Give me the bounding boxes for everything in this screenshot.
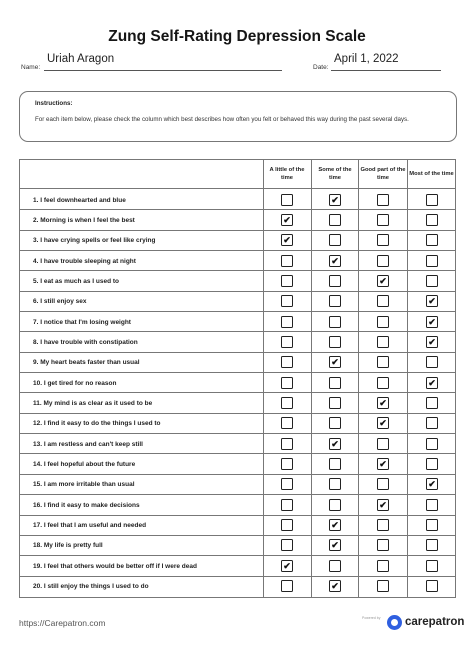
rating-checkbox[interactable]: ✔ (329, 519, 341, 531)
rating-checkbox[interactable] (377, 438, 389, 450)
date-label: Date: (313, 64, 329, 71)
question-text: 16. I find it easy to make decisions (33, 501, 140, 509)
table-row (20, 373, 455, 393)
question-text: 1. I feel downhearted and blue (33, 196, 126, 204)
rating-checkbox[interactable]: ✔ (426, 377, 438, 389)
question-text: 5. I eat as much as I used to (33, 277, 119, 285)
rating-checkbox[interactable] (281, 458, 293, 470)
table-row (20, 190, 455, 210)
rating-checkbox[interactable]: ✔ (329, 580, 341, 592)
question-text: 15. I am more irritable than usual (33, 481, 135, 489)
rating-checkbox[interactable] (329, 214, 341, 226)
rating-checkbox[interactable]: ✔ (329, 194, 341, 206)
table-row (20, 292, 455, 312)
rating-checkbox[interactable]: ✔ (329, 356, 341, 368)
question-text: 20. I still enjoy the things I used to do (33, 583, 149, 591)
rating-checkbox[interactable] (426, 255, 438, 267)
table-row (20, 516, 455, 536)
rating-checkbox[interactable] (329, 478, 341, 490)
carepatron-link[interactable]: https://Carepatron.com (19, 618, 106, 628)
instructions-box (19, 91, 457, 142)
question-text: 4. I have trouble sleeping at night (33, 257, 136, 265)
rating-checkbox[interactable] (426, 194, 438, 206)
rating-checkbox[interactable] (329, 234, 341, 246)
rating-checkbox[interactable]: ✔ (377, 417, 389, 429)
rating-checkbox[interactable] (426, 417, 438, 429)
question-text: 18. My life is pretty full (33, 542, 103, 550)
rating-checkbox[interactable] (377, 214, 389, 226)
question-text: 11. My mind is as clear as it used to be (33, 400, 153, 407)
rating-checkbox[interactable] (377, 316, 389, 328)
rating-checkbox[interactable] (281, 417, 293, 429)
column-header: Most of the time (409, 170, 454, 177)
table-row (20, 353, 455, 373)
rating-checkbox[interactable] (426, 519, 438, 531)
rating-checkbox[interactable] (329, 560, 341, 572)
rating-checkbox[interactable] (329, 316, 341, 328)
table-row (20, 455, 455, 475)
table-row (20, 475, 455, 495)
column-divider (358, 160, 359, 597)
question-text: 10. I get tired for no reason (33, 379, 117, 387)
rating-checkbox[interactable] (377, 478, 389, 490)
question-text: 13. I am restless and can't keep still (33, 440, 143, 448)
table-row (20, 231, 455, 251)
rating-checkbox[interactable]: ✔ (329, 438, 341, 450)
rating-checkbox[interactable] (377, 336, 389, 348)
column-header: Some of the time (318, 166, 352, 181)
question-text: 2. Morning is when I feel the best (33, 216, 135, 224)
rating-checkbox[interactable] (377, 234, 389, 246)
table-header (20, 160, 455, 189)
date-field-line (331, 70, 441, 71)
table-row (20, 332, 455, 352)
rating-checkbox[interactable] (281, 519, 293, 531)
rating-checkbox[interactable] (377, 356, 389, 368)
rating-checkbox[interactable]: ✔ (377, 275, 389, 287)
rating-checkbox[interactable] (426, 214, 438, 226)
rating-checkbox[interactable] (329, 499, 341, 511)
rating-checkbox[interactable] (281, 194, 293, 206)
rating-checkbox[interactable] (426, 580, 438, 592)
rating-checkbox[interactable]: ✔ (281, 214, 293, 226)
rating-checkbox[interactable]: ✔ (377, 397, 389, 409)
question-text: 9. My heart beats faster than usual (33, 359, 140, 367)
name-field-line (44, 70, 282, 71)
rating-checkbox[interactable]: ✔ (426, 295, 438, 307)
rating-checkbox[interactable]: ✔ (281, 560, 293, 572)
table-row (20, 312, 455, 332)
rating-checkbox[interactable] (377, 560, 389, 572)
question-text: 7. I notice that I'm losing weight (33, 318, 131, 326)
rating-checkbox[interactable]: ✔ (426, 316, 438, 328)
rating-checkbox[interactable] (329, 275, 341, 287)
rating-checkbox[interactable]: ✔ (329, 539, 341, 551)
rating-checkbox[interactable] (281, 316, 293, 328)
rating-checkbox[interactable]: ✔ (426, 336, 438, 348)
rating-checkbox[interactable] (329, 417, 341, 429)
column-divider (311, 160, 312, 597)
table-row (20, 414, 455, 434)
column-header: Good part of the time (360, 166, 406, 181)
rating-checkbox[interactable] (281, 539, 293, 551)
column-header: A little of the time (269, 166, 305, 181)
rating-checkbox[interactable] (377, 539, 389, 551)
table-row (20, 495, 455, 515)
question-text: 3. I have crying spells or feel like crying (33, 237, 156, 245)
date-value[interactable]: April 1, 2022 (334, 53, 399, 65)
question-text: 12. I find it easy to do the things I used to (33, 420, 161, 428)
carepatron-logo-icon (387, 615, 402, 630)
rating-checkbox[interactable] (281, 275, 293, 287)
rating-checkbox[interactable] (426, 560, 438, 572)
rating-checkbox[interactable] (281, 356, 293, 368)
rating-checkbox[interactable] (426, 438, 438, 450)
column-divider (407, 160, 408, 597)
rating-checkbox[interactable] (377, 194, 389, 206)
carepatron-brand[interactable] (387, 614, 464, 630)
question-text: 14. I feel hopeful about the future (33, 461, 136, 469)
rating-table (19, 159, 456, 598)
rating-checkbox[interactable] (426, 356, 438, 368)
page-title: Zung Self-Rating Depression Scale (108, 28, 366, 45)
column-divider (263, 160, 264, 597)
table-row (20, 536, 455, 556)
brand-name: carepatron (405, 616, 465, 628)
table-row (20, 577, 455, 597)
rating-checkbox[interactable] (426, 397, 438, 409)
rating-checkbox[interactable]: ✔ (329, 255, 341, 267)
rating-checkbox[interactable] (281, 438, 293, 450)
rating-checkbox[interactable] (377, 580, 389, 592)
rating-checkbox[interactable] (329, 377, 341, 389)
rating-checkbox[interactable] (377, 255, 389, 267)
rating-checkbox[interactable] (281, 397, 293, 409)
table-row (20, 556, 455, 576)
instructions-title: Instructions: (35, 100, 73, 107)
rating-checkbox[interactable] (426, 275, 438, 287)
rating-checkbox[interactable] (377, 377, 389, 389)
name-label: Name: (21, 64, 41, 71)
question-text: 19. I feel that others would be better off if I were dead (33, 562, 197, 570)
rating-checkbox[interactable]: ✔ (377, 499, 389, 511)
rating-checkbox[interactable] (329, 295, 341, 307)
rating-checkbox[interactable] (377, 519, 389, 531)
rating-checkbox[interactable] (329, 336, 341, 348)
rating-checkbox[interactable] (281, 580, 293, 592)
table-row (20, 394, 455, 414)
table-row (20, 251, 455, 271)
table-row (20, 271, 455, 291)
rating-checkbox[interactable] (281, 295, 293, 307)
rating-checkbox[interactable] (426, 234, 438, 246)
rating-checkbox[interactable] (281, 255, 293, 267)
rating-checkbox[interactable] (426, 539, 438, 551)
question-text: 17. I feel that I am useful and needed (33, 522, 147, 530)
rating-checkbox[interactable] (426, 499, 438, 511)
rating-checkbox[interactable] (329, 397, 341, 409)
rating-checkbox[interactable]: ✔ (426, 478, 438, 490)
rating-checkbox[interactable]: ✔ (281, 234, 293, 246)
rating-checkbox[interactable] (377, 295, 389, 307)
rating-checkbox[interactable] (281, 478, 293, 490)
instructions-text: For each item below, please check the column which best describes how often you felt or behaved this way during the past several days. (35, 116, 409, 123)
rating-checkbox[interactable] (329, 458, 341, 470)
rating-checkbox[interactable] (281, 499, 293, 511)
question-text: 8. I have trouble with constipation (33, 338, 138, 346)
rating-checkbox[interactable] (281, 377, 293, 389)
table-row (20, 434, 455, 454)
powered-by-label: Powered by (362, 616, 381, 620)
question-text: 6. I still enjoy sex (33, 298, 87, 306)
rating-checkbox[interactable]: ✔ (377, 458, 389, 470)
table-row (20, 210, 455, 230)
name-value[interactable]: Uriah Aragon (47, 53, 115, 65)
rating-checkbox[interactable] (426, 458, 438, 470)
rating-checkbox[interactable] (281, 336, 293, 348)
